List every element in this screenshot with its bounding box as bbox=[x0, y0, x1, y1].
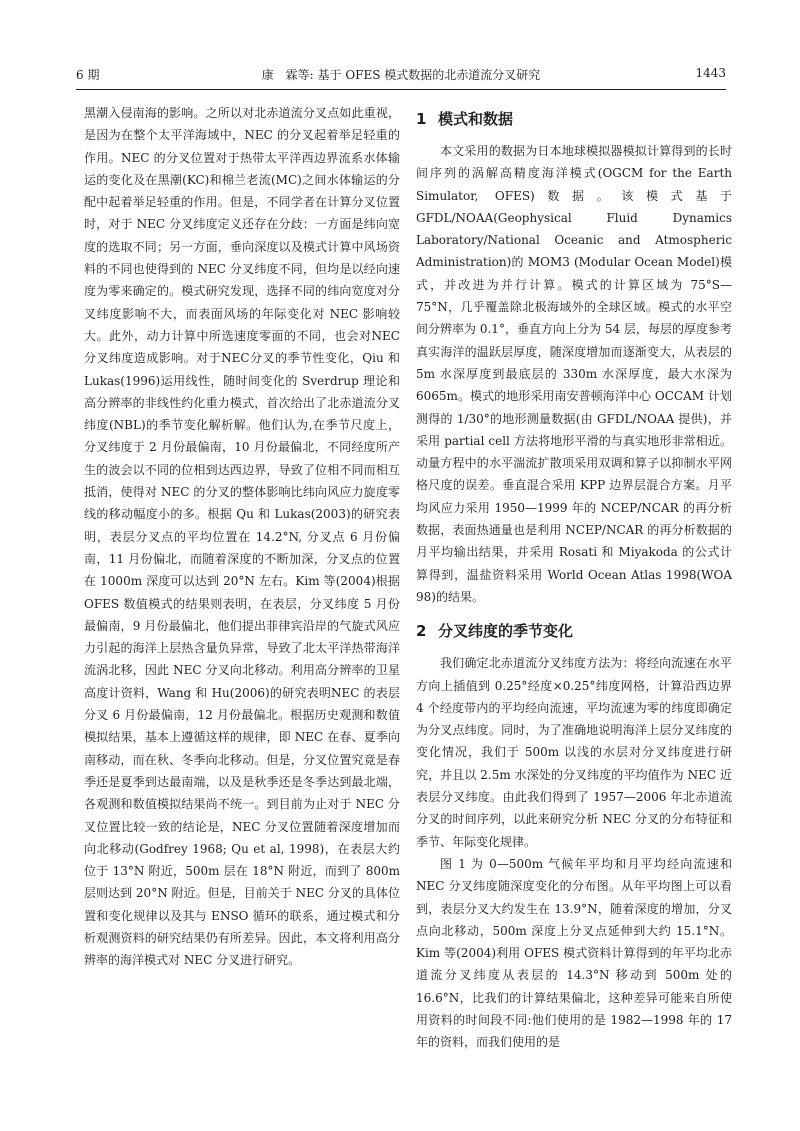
section-title: 分叉纬度的季节变化 bbox=[438, 622, 574, 641]
section-number: 1 bbox=[416, 110, 427, 128]
section-number: 2 bbox=[416, 622, 427, 641]
body-paragraph: 黑潮入侵南海的影响。之所以对北赤道流分叉点如此重视，是因为在整个太平洋海域中，NEC 的分叉起着举足轻重的作用。NEC 的分叉位置对于热带太平洋西边界流系水体输运的变化及在黑潮(KC)和棉兰老流(MC)之间水体输运的分配中起着举足轻重的作用。但是，不同学者在计算分叉位置时，对于 NEC 分叉纬度定义还存在分歧：一方面是纬向宽度的选取不同；另一方面，垂向深度以及模式计算中风场资料的不同也使得到的 NEC 分叉纬度不同，但均是以经向速度为零来确定的。模式研究发现，选择不同的纬向宽度对分叉纬度影响不大，而表面风场的年际变化对 NEC 影响较大。此外，动力计算中所选速度零面的不同，也会对NEC分叉纬度造成影响。对于NEC分叉的季节性变化，Qiu 和 Lukas(1996)运用线性，随时间变化的 Sverdrup 理论和高分辨率的非线性约化重力模式，首次给出了北赤道流分叉纬度(NBL)的季节变化解析解。他们认为,在季节尺度上，分叉纬度于 2 月份最偏南，10 月份最偏北，不同经度所产生的波会以不同的位相到达西边界，导致了位相不同而相互抵消，使得对 NEC 的分叉的整体影响比纬向风应力旋度零线的移动幅度小的多。根据 Qu 和 Lukas(2003)的研究表明，表层分叉点的平均位置在 14.2°N, 分叉点 6 月份偏南，11 月份偏北，而随着深度的不断加深，分叉点的位置在 1000m 深度可以达到 20°N 左右。Kim 等(2004)根据 OFES 数值模式的结果则表明，在表层，分叉纬度 5 月份最偏南，9 月份最偏北，他们提出菲律宾沿岸的气旋式风应力引起的海洋上层热含量负异常，导致了北太平洋热带海洋流涡北移，因此 NEC 分叉向北移动。利用高分辨率的卫星高度计资料，Wang 和 Hu(2006)的研究表明NEC 的表层分叉 6 月份最偏南，12 月份最偏北。根据历史观测和数值模拟结果，基本上遵循这样的规律，即 NEC 在春、夏季向南移动，而在秋、冬季向北移动。但是，分叉位置究竟是春季还是夏季到达最南端，以及是秋季还是冬季达到最北端，各观测和数值模拟结果尚不统一。到目前为止对于 NEC 分叉位置比较一致的结论是，NEC 分叉位置随着深度增加而向北移动(Godfrey 1968; Qu et al, 1998)，在表层大约位于 13°N 附近，500m 层在 18°N 附近，而到了 800m 层则达到 20°N 附近。但是，目前关于 NEC 分叉的具体位置和变化规律以及其与 ENSO 循环的联系，通过模式和分析观测资料的研究结果仍有所差异。因此，本文将利用高分辨率的海洋模式对 NEC 分叉进行研究。 bbox=[84, 106, 400, 968]
body-paragraph: 图 1 为 0—500m 气候年平均和月平均经向流速和 NEC 分叉纬度随深度变化的分布图。从年平均图上可以看到，表层分叉大约发生在 13.9°N，随着深度的增加，分叉点向北移动，500m 深度上分叉点延伸到大约 15.1°N。Kim 等(2004)利用 OFES 模式资料计算得到的年平均北赤道流分叉纬度从表层的 14.3°N 移动到 500m 处的 16.6°N，比我们的计算结果偏北，这种差异可能来自所使用资料的时间段不同:他们使用的是 1982—1998 年的 17 年的资料，而我们使用的是 bbox=[416, 856, 732, 1050]
running-title: 康 霖等: 基于 OFES 模式数据的北赤道流分叉研究 bbox=[261, 68, 541, 82]
body-paragraph: 本文采用的数据为日本地球模拟器模拟计算得到的长时间序列的涡解高精度海洋模式(OGCM for the Earth Simulator, OFES)数据。该模式基于 GFDL/NOAA(Geophysical Fluid Dynamics Laboratory/National Oceanic and Atmospheric Administration)的 MOM3 (Modular Ocean Model)模式，并改进为并行计算。模式的计算区域为 75°S—75°N，几乎覆盖除北极海域外的全球区域。模式的水平空间分辨率为 0.1°，垂直方向上分为 54 层，每层的厚度参考真实海洋的温跃层厚度，随深度增加而逐渐变大，从表层的 5m 水深厚度到最底层的 330m 水深厚度，最大水深为 6065m。模式的地形采用南安普顿海洋中心 OCCAM 计划测得的 1/30°的地形测量数据(由 GFDL/NOAA 提供)，并采用 partial cell 方法将地形平滑的与真实地形非常相近。动量方程中的水平湍流扩散项采用双调和算子以抑制水平网格尺度的误差。垂直混合采用 KPP 边界层混合方案。月平均风应力采用 1950—1999 年的 NCEP/NCAR 的再分析数据，表面热通量也是利用 NCEP/NCAR 的再分析数据的月平均输出结果，并采用 Rosati 和 Miyakoda 的公式计算得到，温盐资料采用 World Ocean Atlas 1998(WOA 98)的结果。 bbox=[416, 144, 732, 604]
issue-label: 6 期 bbox=[76, 68, 100, 82]
section-heading-1 bbox=[416, 104, 732, 134]
page-number: 1443 bbox=[695, 66, 726, 80]
running-header bbox=[76, 66, 726, 88]
header-rule bbox=[76, 89, 726, 90]
section-title: 模式和数据 bbox=[438, 110, 514, 128]
left-column bbox=[84, 102, 400, 972]
body-paragraph: 我们确定北赤道流分叉纬度方法为：将经向流速在水平方向上插值到 0.25°经度×0.25°纬度网格，计算沿西边界 4 个经度带内的平均经向流速，平均流速为零的纬度即确定为分叉点纬度。同时，为了准确地说明海洋上层分叉纬度的变化情况，我们于 500m 以浅的水层对分叉纬度进行研究，并且以 2.5m 水深处的分叉纬度的平均值作为 NEC 近表层分叉纬度。由此我们得到了 1957—2006 年北赤道流分叉的时间序列，以此来研究分析 NEC 分叉的分布特征和季节、年际变化规律。 bbox=[416, 656, 732, 849]
right-column bbox=[416, 102, 732, 1054]
section-heading-2 bbox=[416, 616, 732, 646]
